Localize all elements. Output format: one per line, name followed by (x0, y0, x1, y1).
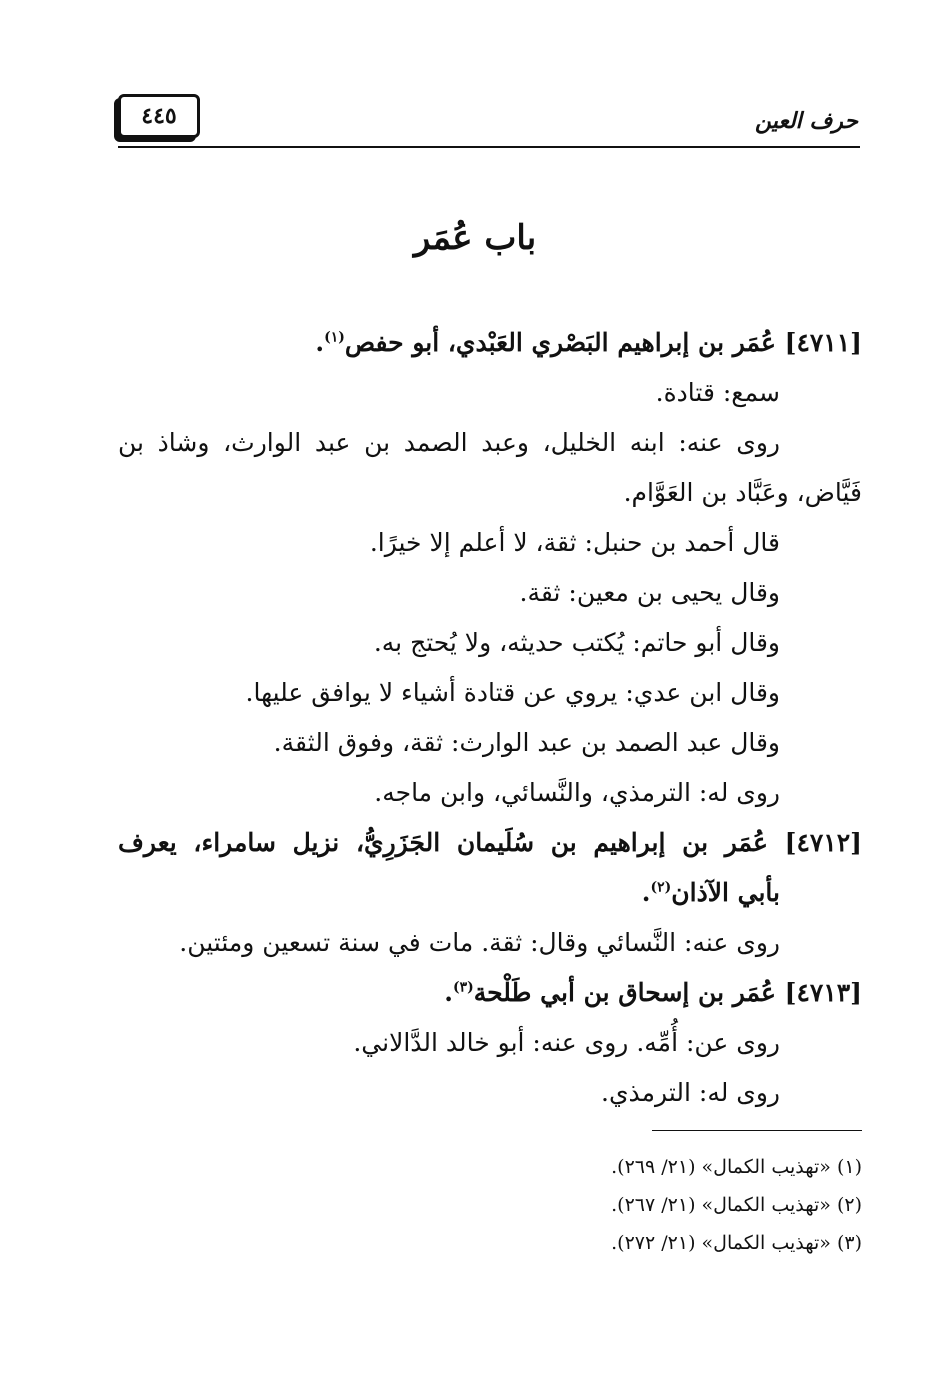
footnotes (611, 1148, 862, 1262)
footnote-ref: (٣) (452, 979, 474, 996)
body-line: وقال يحيى بن معين: ثقة. (519, 578, 780, 607)
body-line: فَيَّاض، وعَبَّاد بن العَوَّام. (623, 478, 862, 507)
body-line: روى له: الترمذي. (601, 1078, 780, 1107)
body-line: وقال عبد الصمد بن عبد الوارث: ثقة، وفوق الثقة. (273, 728, 780, 757)
footnote-item: (٣) «تهذيب الكمال» (٢١/ ٢٧٢). (611, 1232, 862, 1254)
body-line: روى عن: أُمِّه. روى عنه: أبو خالد الدَّالاني. (353, 1028, 780, 1057)
header-divider (118, 146, 860, 148)
footnote-ref: (٢) (650, 879, 672, 896)
page-number: ٤٤٥ (118, 94, 200, 138)
body-line: قال أحمد بن حنبل: ثقة، لا أعلم إلا خيرًا. (369, 528, 780, 557)
footnote-ref: (١) (324, 329, 345, 346)
entry-heading-text: [٤٧١٣] عُمَر بن إسحاق بن أبي طَلْحة (473, 978, 862, 1007)
body-line: وقال أبو حاتم: يُكتب حديثه، ولا يُحتج به. (373, 628, 780, 657)
body-line: سمع: قتادة. (655, 378, 780, 407)
entry-heading-4712-cont (118, 868, 862, 918)
entry-heading-end: . (641, 878, 651, 907)
main-text (118, 318, 862, 1118)
body-line: روى له: الترمذي، والنَّسائي، وابن ماجه. (374, 778, 780, 807)
body-line: وقال ابن عدي: يروي عن قتادة أشياء لا يوافق عليها. (245, 678, 780, 707)
entry-heading-end: . (315, 328, 325, 357)
body-line: روى عنه: النَّسائي وقال: ثقة. مات في سنة تسعين ومئتين. (179, 928, 780, 957)
running-title: حرف العين (754, 108, 858, 134)
footnote-divider (652, 1130, 862, 1131)
entry-heading-text: بأبي الآذان (671, 878, 780, 907)
body-line: روى عنه: ابنه الخليل، وعبد الصمد بن عبد الوارث، وشاذ بن (118, 428, 780, 457)
entry-heading-text: [٤٧١١] عُمَر بن إبراهيم البَصْري العَبْدي، أبو حفص (344, 328, 862, 357)
footnote-item: (١) «تهذيب الكمال» (٢١/ ٢٦٩). (611, 1156, 862, 1178)
entry-heading-4711 (118, 318, 862, 368)
entry-heading-4713 (118, 968, 862, 1018)
chapter-title: باب عُمَر (413, 218, 537, 258)
entry-heading-4712: [٤٧١٢] عُمَر بن إبراهيم بن سُلَيمان الجَزَرِيُّ، نزيل سامراء، يعرف (118, 828, 862, 857)
footnote-item: (٢) «تهذيب الكمال» (٢١/ ٢٦٧). (611, 1194, 862, 1216)
entry-heading-end: . (444, 978, 453, 1007)
